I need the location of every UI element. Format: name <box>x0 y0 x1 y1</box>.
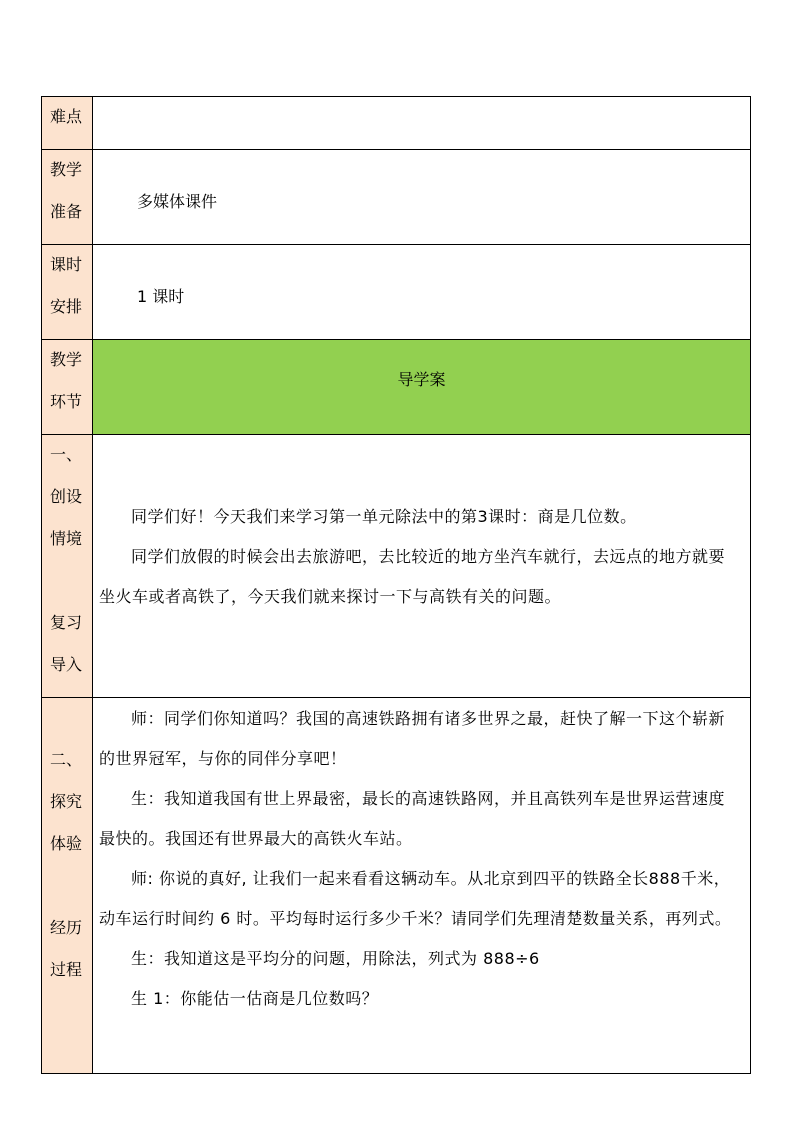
lesson-plan-sheet <box>41 96 751 1074</box>
content-difficulty <box>93 97 751 150</box>
dialogue-paragraph: 生 1：你能估一估商是几位数吗？ <box>131 989 379 1008</box>
content-schedule: 1 课时 <box>93 245 751 340</box>
content-prep: 多媒体课件 <box>93 150 751 245</box>
label-prep: 教学 准备 <box>42 150 93 245</box>
lesson-plan-table <box>41 96 751 1074</box>
dialogue-paragraph: 生：我知道这是平均分的问题，用除法，列式为 888÷6 <box>131 949 540 968</box>
label-explore: 二、 探究 体验 经历 过程 <box>42 698 93 1074</box>
dialogue-paragraph: 师：同学们你知道吗？我国的高速铁路拥有诸多世界之最，赶快了解一下这个崭新的世界冠军，与你的同伴分享吧！ <box>99 709 726 768</box>
dialogue-paragraph: 生：我知道我国有世上界最密，最长的高速铁路网，并且高铁列车是世界运营速度最快的。我国还有世界最大的高铁火车站。 <box>99 789 726 848</box>
label-intro: 一、 创设 情境 复习 导入 <box>42 435 93 698</box>
label-difficulty: 难点 <box>42 97 93 150</box>
section-title: 导学案 <box>93 340 751 435</box>
row-schedule <box>42 245 751 340</box>
row-prep <box>42 150 751 245</box>
row-section <box>42 340 751 435</box>
content-intro <box>93 435 751 698</box>
label-section: 教学 环节 <box>42 340 93 435</box>
row-intro <box>42 435 751 698</box>
label-schedule: 课时 安排 <box>42 245 93 340</box>
row-explore <box>42 698 751 1074</box>
content-explore <box>93 698 751 1074</box>
row-difficulty <box>42 97 751 150</box>
dialogue-paragraph: 师: 你说的真好, 让我们一起来看看这辆动车。从北京到四平的铁路全长888千米，动车运行时间约 6 时。平均每时运行多少千米？请同学们先理清楚数量关系，再列式。 <box>99 869 732 928</box>
intro-paragraph: 同学们放假的时候会出去旅游吧，去比较近的地方坐汽车就行，去远点的地方就要坐火车或者高铁了，今天我们就来探讨一下与高铁有关的问题。 <box>99 547 726 606</box>
intro-paragraph: 同学们好！今天我们来学习第一单元除法中的第3课时：商是几位数。 <box>131 507 637 526</box>
